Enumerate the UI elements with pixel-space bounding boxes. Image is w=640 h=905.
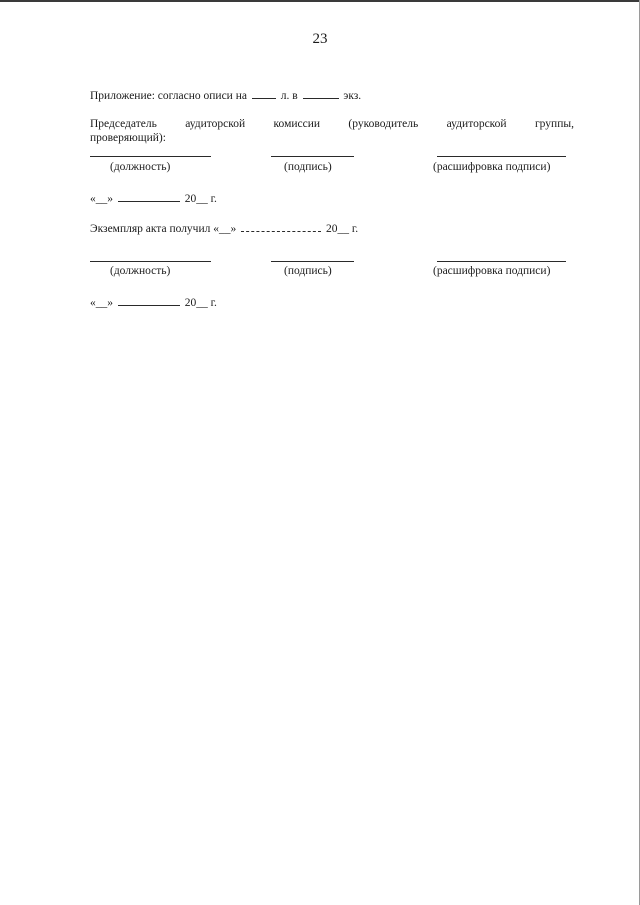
position-line-2 xyxy=(90,261,211,262)
date-day-2: «__» xyxy=(90,297,113,309)
chairman-word-4: (руководитель xyxy=(348,118,419,130)
decoding-line-1 xyxy=(437,156,566,157)
copy-received-prefix: Экземпляр акта получил «__» xyxy=(90,223,237,235)
chairman-heading-line2: проверяющий): xyxy=(90,132,166,144)
date-line-2 xyxy=(90,294,217,310)
signature-line-1 xyxy=(271,156,354,157)
scan-top-edge xyxy=(0,0,640,2)
chairman-word-5: аудиторской xyxy=(446,118,507,130)
date-month-blank-2 xyxy=(118,294,180,306)
signature-line-2 xyxy=(271,261,354,262)
chairman-word-6: группы, xyxy=(534,118,574,130)
copy-received-year: 20__ г. xyxy=(326,223,359,235)
position-line-1 xyxy=(90,156,211,157)
signature-label-2: (подпись) xyxy=(284,265,332,277)
decoding-label-1: (расшифровка подписи) xyxy=(433,161,551,173)
date-month-blank-1 xyxy=(118,190,180,202)
position-label-2: (должность) xyxy=(110,265,171,277)
copy-received-month-blank xyxy=(241,220,321,232)
chairman-word-2: аудиторской xyxy=(185,118,246,130)
attachment-suffix: экз. xyxy=(343,90,362,102)
copy-received-line xyxy=(90,220,358,236)
sheets-count-blank xyxy=(252,87,276,99)
chairman-heading-line1 xyxy=(90,117,574,131)
attachment-middle: л. в xyxy=(280,90,298,102)
page-number: 23 xyxy=(312,31,328,47)
copies-count-blank xyxy=(303,87,339,99)
date-year-1: 20__ г. xyxy=(184,193,217,205)
attachment-prefix: Приложение: согласно описи на xyxy=(90,90,247,102)
date-day-1: «__» xyxy=(90,193,113,205)
position-label-1: (должность) xyxy=(110,161,171,173)
chairman-word-3: комиссии xyxy=(273,118,321,130)
signature-label-1: (подпись) xyxy=(284,161,332,173)
chairman-word-1: Председатель xyxy=(90,118,157,130)
date-line-1 xyxy=(90,190,217,206)
chairman-heading xyxy=(90,117,574,145)
decoding-label-2: (расшифровка подписи) xyxy=(433,265,551,277)
attachment-line xyxy=(90,87,361,103)
decoding-line-2 xyxy=(437,261,566,262)
date-year-2: 20__ г. xyxy=(184,297,217,309)
